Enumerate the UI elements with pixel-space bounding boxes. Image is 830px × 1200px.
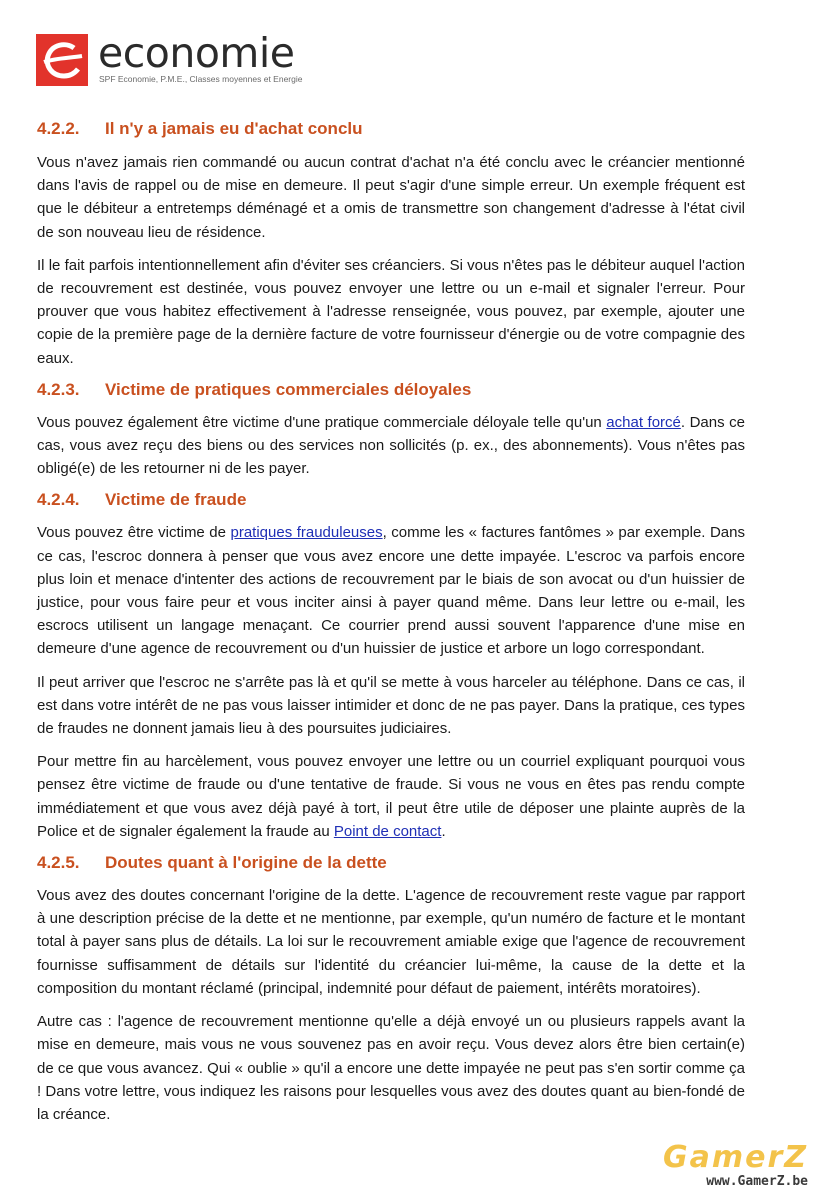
- paragraph-text: Vous avez des doutes concernant l'origine de la dette. L'agence de recouvrement reste vague par rapport à une description précise de la dette et ne mentionne, par exemple, qu'un numéro de facture et le montant total à payer sans plus de détails. La loi sur le recouvrement amiable exige que l'agence de recouvrement fournisse suffisamment de détails sur l'identité du créancier lui-même, la cause de la dette et la composition du montant réclamé (principal, indemnité pour défaut de paiement, intérêts moratoires).: [37, 887, 745, 997]
- section-number: 4.2.2.: [37, 119, 80, 138]
- paragraph-text: .: [441, 822, 446, 840]
- section-heading: [37, 378, 745, 402]
- paragraph-text: . Dans ce cas, vous avez reçu des biens ou des services non sollicités (p. ex., des abonnements). Vous n'êtes pas obligé(e) de les retourner ni de les payer.: [37, 413, 745, 478]
- inline-link[interactable]: achat forcé: [606, 413, 681, 431]
- section-title: Doutes quant à l'origine de la dette: [105, 853, 387, 873]
- paragraph: [37, 151, 745, 244]
- paragraph-text: Il peut arriver que l'escroc ne s'arrête pas là et qu'il se mette à vous harceler au téléphone. Dans ce cas, il est dans votre intérêt de ne pas vous laisser intimider et donc de ne pas payer. Dans la pratique, ces types de fraudes ne donnent jamais lieu à des poursuites judiciaires.: [37, 673, 745, 738]
- paragraph: [37, 1010, 745, 1126]
- paragraph-text: Pour mettre fin au harcèlement, vous pouvez envoyer une lettre ou un courriel expliquant pourquoi vous pensez être victime de fraude ou d'une tentative de fraude. Si vous ne vous en êtes pas rendu compte immédiatement et que vous avez déjà payé à tort, il peut être utile de déposer une plainte auprès de la Police et de signaler également la fraude au: [37, 753, 745, 840]
- paragraph-text: Vous n'avez jamais rien commandé ou aucun contrat d'achat n'a été conclu avec le créancier mentionné dans l'avis de rappel ou de mise en demeure. Il peut s'agir d'une simple erreur. Un exemple fréquent est que le débiteur a entretemps déménagé et a omis de transmettre son changement d'adresse à l'état civil de son nouveau lieu de résidence.: [37, 154, 745, 241]
- inline-link[interactable]: pratiques frauduleuses: [230, 524, 383, 542]
- watermark: [663, 1142, 808, 1190]
- section-number: 4.2.4.: [37, 490, 80, 510]
- paragraph: [37, 254, 745, 370]
- section-heading: [37, 488, 745, 512]
- paragraph: [37, 750, 745, 843]
- logo: [36, 29, 336, 90]
- paragraph-text: Il le fait parfois intentionnellement afin d'éviter ses créanciers. Si vous n'êtes pas le débiteur auquel l'action de recouvrement est destinée, vous pouvez envoyer une lettre ou un e-mail et signaler l'erreur. Pour prouver que vous habitez effectivement à l'adresse renseignée, vous pouvez, par exemple, ajouter une copie de la première page de la dernière facture de votre fournisseur d'énergie ou de votre compagnie des eaux.: [37, 256, 745, 367]
- watermark-url: www.GamerZ.be: [706, 1174, 808, 1189]
- paragraph-text: Vous pouvez être victime de: [37, 524, 231, 542]
- paragraph: [37, 411, 745, 481]
- paragraph: [37, 521, 745, 660]
- inline-link[interactable]: Point de contact: [333, 822, 442, 840]
- document-body: [37, 117, 745, 1126]
- paragraph: [37, 884, 745, 1000]
- paragraph-text: Autre cas : l'agence de recouvrement mentionne qu'elle a déjà envoyé un ou plusieurs rappels avant la mise en demeure, mais vous ne vous souvenez pas en avoir reçu. Vous devez alors être bien certain(e) de ce que vous avancez. Qui « oublie » qu'il a encore une dette impayée ne peut pas s'en sortir comme ça ! Dans votre lettre, vous indiquez les raisons pour lesquelles vous avez des doutes quant au bien-fondé de la créance.: [37, 1013, 745, 1123]
- logo-mark-icon: [36, 34, 88, 86]
- section-heading: [37, 851, 745, 875]
- section-heading: [37, 117, 745, 141]
- section-title: Il n'y a jamais eu d'achat conclu: [105, 119, 363, 138]
- paragraph-text: , comme les « factures fantômes » par exemple. Dans ce cas, l'escroc donnera à penser que vous avez encore une dette impayée. L'escroc va parfois encore plus loin et menace d'intenter des actions de recouvrement par le biais de son avocat ou d'un huissier de justice, pour vous faire peur et vous inciter ainsi à payer quand même. Dans leur lettre ou e-mail, les escrocs utilisent un langage menaçant. Ce courrier prend aussi souvent l'apparence d'une mise en demeure d'une agence de recouvrement ou d'un huissier de justice et arbore un logo correspondant.: [37, 524, 745, 658]
- logo-subtitle: SPF Economie, P.M.E., Classes moyennes et Energie: [99, 74, 303, 84]
- paragraph-text: Vous pouvez également être victime d'une pratique commerciale déloyale telle qu'un: [37, 413, 607, 431]
- section-title: Victime de fraude: [105, 490, 247, 510]
- paragraph: [37, 671, 745, 741]
- section-number: 4.2.3.: [37, 379, 80, 399]
- watermark-brand: GamerZ: [662, 1140, 808, 1175]
- logo-wordmark: economie: [98, 29, 295, 77]
- section-number: 4.2.5.: [37, 853, 80, 873]
- section-title: Victime de pratiques commerciales déloyales: [105, 379, 472, 399]
